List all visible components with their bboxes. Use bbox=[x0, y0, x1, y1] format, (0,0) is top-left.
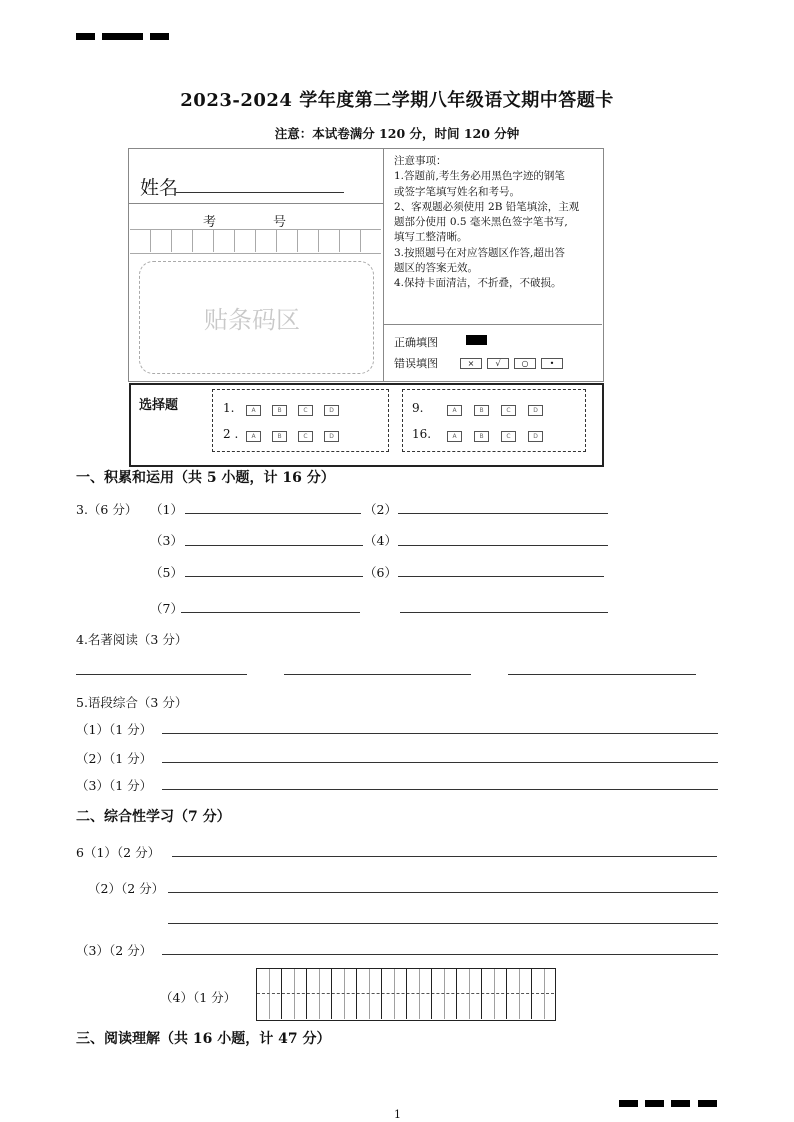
registration-mark bbox=[76, 33, 95, 40]
q6-grid-cell[interactable] bbox=[331, 969, 357, 1019]
exam-no-label-1: 考 bbox=[203, 215, 217, 230]
q3-label: 3.（6 分） bbox=[76, 502, 138, 517]
q6-grid-cell[interactable] bbox=[456, 969, 482, 1019]
option-c[interactable]: C bbox=[501, 431, 516, 442]
choice-number: 9. bbox=[412, 401, 424, 415]
option-b[interactable]: B bbox=[474, 431, 489, 442]
q3-item-4: （4） bbox=[364, 533, 397, 548]
correct-fill-sample bbox=[466, 335, 487, 345]
q5-label: 5.语段综合（3 分） bbox=[76, 695, 188, 710]
option-d[interactable]: D bbox=[324, 405, 339, 416]
exam-no-cell[interactable] bbox=[214, 230, 235, 252]
exam-no-cell[interactable] bbox=[277, 230, 298, 252]
registration-mark bbox=[671, 1100, 690, 1107]
section-1-heading: 一、积累和运用（共 5 小题，计 16 分） bbox=[76, 470, 335, 486]
q5-item-3: （3）（1 分） bbox=[76, 778, 153, 793]
q5-answer-1[interactable] bbox=[162, 733, 718, 734]
choice-number: 1. bbox=[223, 401, 235, 415]
q6-grid-cell[interactable] bbox=[306, 969, 332, 1019]
exam-no-cell[interactable] bbox=[235, 230, 256, 252]
page-number: 1 bbox=[394, 1108, 401, 1121]
option-b[interactable]: B bbox=[474, 405, 489, 416]
exam-no-cell[interactable] bbox=[193, 230, 214, 252]
registration-mark bbox=[619, 1100, 638, 1107]
q5-item-1: （1）（1 分） bbox=[76, 722, 153, 737]
q3-answer-2[interactable] bbox=[398, 513, 608, 514]
page-title: 2023-2024 学年度第二学期八年级语文期中答题卡 bbox=[180, 90, 614, 111]
notice-line: 填写工整清晰。 bbox=[394, 231, 468, 244]
exam-no-label-2: 号 bbox=[273, 215, 287, 230]
q6-grid-cell[interactable] bbox=[431, 969, 457, 1019]
option-b[interactable]: B bbox=[272, 405, 287, 416]
q3-item-6: （6） bbox=[364, 565, 397, 580]
q4-answer-3[interactable] bbox=[508, 674, 696, 675]
info-box-divider bbox=[383, 148, 384, 381]
notice-line: 1.答题前,考生务必用黑色字迹的钢笔 bbox=[394, 170, 565, 183]
q3-answer-7[interactable] bbox=[181, 612, 360, 613]
exam-no-cell[interactable] bbox=[256, 230, 277, 252]
wrong-fill-sample: • bbox=[541, 358, 563, 369]
q3-item-5: （5） bbox=[150, 565, 183, 580]
notice-title: 注意事项： bbox=[394, 155, 447, 167]
q6-grid-cell[interactable] bbox=[381, 969, 407, 1019]
option-c[interactable]: C bbox=[298, 431, 313, 442]
q3-answer-3[interactable] bbox=[185, 545, 363, 546]
notice-line: 或签字笔填写姓名和考号。 bbox=[394, 185, 520, 198]
option-b[interactable]: B bbox=[272, 431, 287, 442]
q6-answer-1[interactable] bbox=[172, 856, 717, 857]
exam-no-cell[interactable] bbox=[151, 230, 172, 252]
q6-grid-cell[interactable] bbox=[406, 969, 432, 1019]
q6-item-2: （2）（2 分） bbox=[88, 881, 165, 896]
q5-answer-3[interactable] bbox=[162, 789, 718, 790]
registration-mark bbox=[102, 33, 143, 40]
q6-grid-cell[interactable] bbox=[356, 969, 382, 1019]
q5-answer-2[interactable] bbox=[162, 762, 718, 763]
choice-group-left bbox=[212, 389, 389, 452]
choice-group-right bbox=[402, 389, 586, 452]
option-d[interactable]: D bbox=[528, 431, 543, 442]
choice-number: 16. bbox=[412, 427, 432, 441]
notice-box bbox=[394, 154, 598, 292]
q3-answer-7-cont[interactable] bbox=[400, 612, 608, 613]
q6-item-4: （4）（1 分） bbox=[160, 990, 237, 1005]
page-subtitle: 注意：本试卷满分 120 分，时间 120 分钟 bbox=[274, 126, 520, 141]
q3-item-7: （7） bbox=[150, 601, 183, 616]
exam-no-cell[interactable] bbox=[130, 230, 151, 252]
notice-line: 2、客观题必须使用 2B 铅笔填涂，主观 bbox=[394, 200, 580, 213]
wrong-fill-sample: √ bbox=[487, 358, 509, 369]
q6-grid-cell[interactable] bbox=[481, 969, 507, 1019]
notice-line: 3.按照题号在对应答题区作答,超出答 bbox=[394, 246, 565, 259]
wrong-fill-label: 错误填图 bbox=[394, 357, 438, 370]
q3-answer-5[interactable] bbox=[185, 576, 363, 577]
option-c[interactable]: C bbox=[298, 405, 313, 416]
option-a[interactable]: A bbox=[246, 405, 261, 416]
choice-label: 选择题 bbox=[139, 398, 179, 413]
name-field[interactable] bbox=[176, 192, 344, 193]
q3-answer-1[interactable] bbox=[185, 513, 361, 514]
registration-mark bbox=[698, 1100, 717, 1107]
q4-label: 4.名著阅读（3 分） bbox=[76, 632, 188, 647]
choice-number: 2 . bbox=[223, 427, 239, 441]
exam-no-cell[interactable] bbox=[172, 230, 193, 252]
q5-item-2: （2）（1 分） bbox=[76, 751, 153, 766]
q6-answer-2-cont[interactable] bbox=[168, 923, 718, 924]
option-a[interactable]: A bbox=[246, 431, 261, 442]
correct-fill-label: 正确填图 bbox=[394, 336, 438, 349]
q4-answer-2[interactable] bbox=[284, 674, 471, 675]
registration-mark bbox=[645, 1100, 664, 1107]
exam-no-cell[interactable] bbox=[298, 230, 319, 252]
name-label: 姓名 bbox=[140, 177, 179, 199]
option-a[interactable]: A bbox=[447, 431, 462, 442]
q3-item-1: （1） bbox=[150, 502, 183, 517]
wrong-fill-sample: × bbox=[460, 358, 482, 369]
q6-answer-2[interactable] bbox=[168, 892, 718, 893]
q6-item-1: 6（1）（2 分） bbox=[76, 845, 161, 860]
q6-item-3: （3）（2 分） bbox=[76, 943, 153, 958]
registration-mark bbox=[150, 33, 169, 40]
notice-line: 4.保持卡面清洁，不折叠，不破损。 bbox=[394, 277, 562, 290]
option-c[interactable]: C bbox=[501, 405, 516, 416]
notice-line: 题部分使用 0.5 毫米黑色签字笔书写, bbox=[394, 216, 568, 229]
q3-item-2: （2） bbox=[364, 502, 397, 517]
name-row-divider bbox=[129, 203, 383, 204]
notice-line: 题区的答案无效。 bbox=[394, 262, 478, 275]
q3-item-3: （3） bbox=[150, 533, 183, 548]
section-2-heading: 二、综合性学习（7 分） bbox=[76, 809, 231, 825]
q4-answer-1[interactable] bbox=[76, 674, 247, 675]
option-d[interactable]: D bbox=[528, 405, 543, 416]
exam-no-cell[interactable] bbox=[319, 230, 340, 252]
q6-grid-cell[interactable] bbox=[506, 969, 532, 1019]
notice-divider bbox=[384, 324, 602, 325]
q3-answer-6[interactable] bbox=[398, 576, 604, 577]
barcode-label: 贴条码区 bbox=[204, 306, 300, 334]
option-a[interactable]: A bbox=[447, 405, 462, 416]
exam-no-cell[interactable] bbox=[340, 230, 361, 252]
section-3-heading: 三、阅读理解（共 16 小题，计 47 分） bbox=[76, 1031, 331, 1047]
q6-answer-3[interactable] bbox=[162, 954, 718, 955]
q6-grid-cell[interactable] bbox=[256, 969, 282, 1019]
option-d[interactable]: D bbox=[324, 431, 339, 442]
wrong-fill-sample: ○ bbox=[514, 358, 536, 369]
q6-grid-cell[interactable] bbox=[281, 969, 307, 1019]
q3-answer-4[interactable] bbox=[398, 545, 608, 546]
